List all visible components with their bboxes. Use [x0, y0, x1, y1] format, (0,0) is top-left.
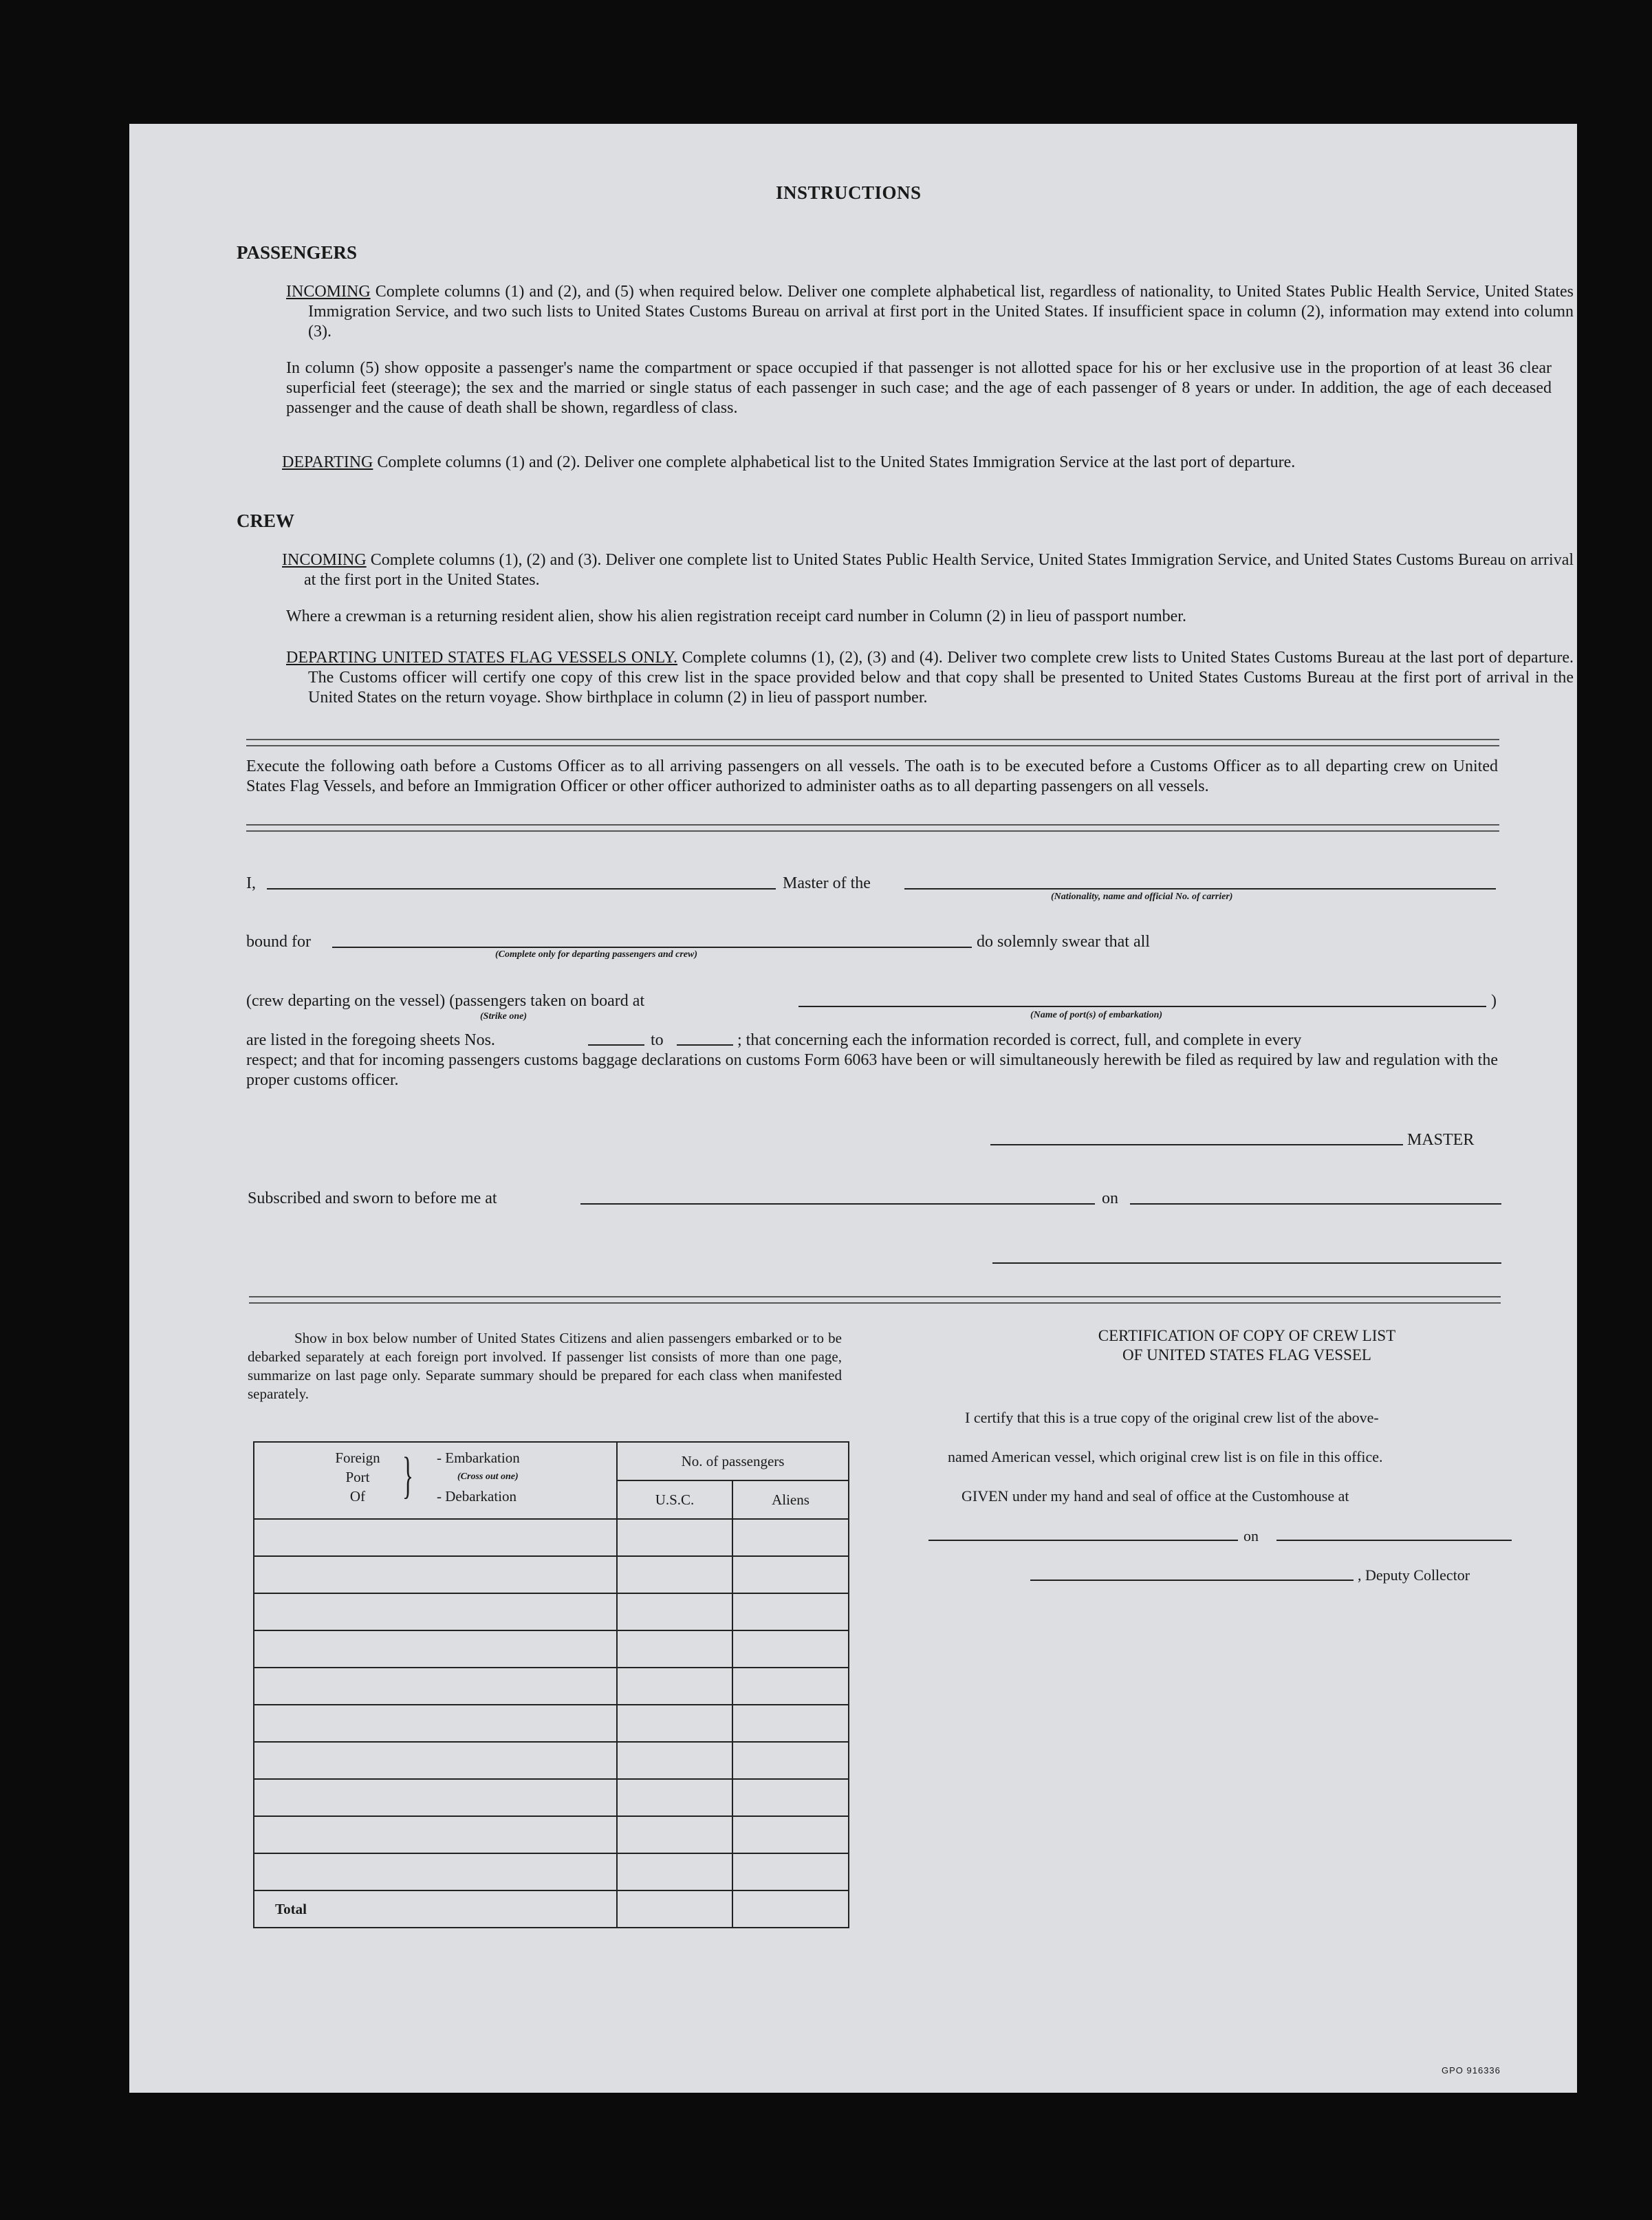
- total-label: Total: [254, 1890, 617, 1928]
- aliens-cell[interactable]: [732, 1853, 849, 1890]
- aliens-cell[interactable]: [732, 1668, 849, 1705]
- crew-departing-text: Complete columns (1), (2), (3) and (4). Deliver two complete crew lists to United States Customs Bureau at the last port of departure. The Customs officer will certify one copy of this crew list in the space provided below and that copy shall be presented to United States Customs Bureau at the first port of arrival in the United States on the return voyage. Show birthplace in column (2) in lieu of passport number.: [308, 649, 1574, 707]
- aliens-cell[interactable]: [732, 1742, 849, 1779]
- aliens-cell[interactable]: [732, 1593, 849, 1630]
- listed-prefix: are listed in the foregoing sheets Nos.: [246, 1031, 495, 1049]
- passengers-departing-paragraph: [282, 453, 1574, 473]
- usc-cell[interactable]: [617, 1779, 732, 1816]
- complete-caption: (Complete only for departing passengers and crew): [495, 949, 697, 960]
- header-port: Port: [345, 1469, 370, 1485]
- passengers-incoming-label: INCOMING: [286, 283, 371, 301]
- usc-cell[interactable]: [617, 1593, 732, 1630]
- port-cell[interactable]: [254, 1556, 617, 1593]
- aliens-cell[interactable]: [732, 1519, 849, 1556]
- subscribed-place-line[interactable]: [580, 1203, 1095, 1205]
- aliens-cell[interactable]: [732, 1816, 849, 1853]
- aliens-cell[interactable]: [732, 1705, 849, 1742]
- foreign-port-header: [254, 1442, 617, 1519]
- customhouse-line[interactable]: [928, 1540, 1238, 1541]
- header-embarkation: - Embarkation: [437, 1450, 520, 1466]
- listed-rest: ; that concerning each the information recorded is correct, full, and complete in every: [737, 1031, 1302, 1049]
- usc-cell[interactable]: [617, 1556, 732, 1593]
- table-row: [254, 1630, 849, 1668]
- crew-heading: CREW: [237, 510, 295, 531]
- passengers-heading: PASSENGERS: [237, 242, 358, 263]
- passengers-incoming-text: Complete columns (1) and (2), and (5) when required below. Deliver one complete alphabetical list, regardless of nationality, to United States Public Health Service, United States Immigration Service, and two such lists to United States Customs Bureau on arrival at first port in the United States. If insufficient space in column (2), information may extend into column (3).: [308, 283, 1574, 341]
- aliens-cell[interactable]: [732, 1556, 849, 1593]
- bound-for-label: bound for: [246, 933, 311, 951]
- ports-line[interactable]: [798, 1006, 1486, 1007]
- bound-for-line[interactable]: [332, 947, 972, 948]
- header-of: Of: [349, 1488, 366, 1505]
- usc-cell[interactable]: [617, 1519, 732, 1556]
- subscribed-on-label: on: [1102, 1189, 1118, 1207]
- total-row: [254, 1890, 849, 1928]
- crew-incoming-text: Complete columns (1), (2) and (3). Deliver one complete list to United States Public Health Service, United States Immigration Service, and United States Customs Bureau on arrival at the first port in the United States.: [304, 551, 1574, 589]
- aliens-header: Aliens: [732, 1480, 849, 1519]
- usc-header: U.S.C.: [617, 1480, 732, 1519]
- port-cell[interactable]: [254, 1816, 617, 1853]
- port-cell[interactable]: [254, 1705, 617, 1742]
- passengers-departing-text: Complete columns (1) and (2). Deliver one complete alphabetical list to the United States Immigration Service at the last port of departure.: [377, 453, 1296, 471]
- master-signature-line[interactable]: [990, 1144, 1403, 1145]
- carrier-line[interactable]: [904, 888, 1496, 890]
- sheet-from-line[interactable]: [588, 1044, 644, 1046]
- passengers-incoming-paragraph: [286, 282, 1574, 342]
- oath-i-label: I,: [246, 874, 256, 892]
- port-cell[interactable]: [254, 1742, 617, 1779]
- table-row: [254, 1779, 849, 1816]
- master-label: MASTER: [1407, 1131, 1475, 1149]
- usc-cell[interactable]: [617, 1630, 732, 1668]
- port-cell[interactable]: [254, 1668, 617, 1705]
- table-row: [254, 1853, 849, 1890]
- table-row: [254, 1705, 849, 1742]
- oath-intro: Execute the following oath before a Customs Officer as to all arriving passengers on all vessels. The oath is to be executed before a Customs Officer as to all departing crew on United States Flag Vessels, and before an Immigration Officer or other officer authorized to administer oaths as to all departing passengers on all vessels.: [246, 757, 1498, 795]
- port-cell[interactable]: [254, 1779, 617, 1816]
- certification-on-label: on: [1243, 1527, 1259, 1544]
- total-usc-cell[interactable]: [617, 1890, 732, 1928]
- table-row: [254, 1519, 849, 1556]
- master-name-line[interactable]: [267, 888, 776, 890]
- swear-text: do solemnly swear that all: [977, 933, 1150, 951]
- usc-cell[interactable]: [617, 1668, 732, 1705]
- total-aliens-cell[interactable]: [732, 1890, 849, 1928]
- ports-caption: (Name of port(s) of embarkation): [1030, 1010, 1163, 1020]
- divider-1: [246, 739, 1499, 746]
- crew-incoming-paragraph: [282, 550, 1574, 590]
- nationality-caption: (Nationality, name and official No. of carrier): [1051, 892, 1233, 902]
- usc-cell[interactable]: [617, 1742, 732, 1779]
- port-cell[interactable]: [254, 1519, 617, 1556]
- crew-departing-text: (crew departing on the vessel) (passengers taken on board at: [246, 992, 645, 1010]
- passengers-column5-paragraph: In column (5) show opposite a passenger's name the compartment or space occupied if that passenger is not allotted space for his or her exclusive use in the proportion of at least 36 clear superficial feet (steerage); the sex and the married or single status of each passenger in such case; and the age of each passenger of 8 years or under. In addition, the age of each deceased passenger and the cause of death shall be shown, regardless of class.: [286, 359, 1552, 417]
- table-row: [254, 1668, 849, 1705]
- crew-departing-paragraph: [286, 648, 1574, 708]
- crew-resident-paragraph: Where a crewman is a returning resident alien, show his alien registration receipt card number in Column (2) in lieu of passport number.: [286, 607, 1186, 625]
- passenger-summary-table: [253, 1441, 849, 1928]
- certification-date-line[interactable]: [1276, 1540, 1512, 1541]
- summary-instructions: Show in box below number of United States Citizens and alien passengers embarked or to be debarked separately at each foreign port involved. If passenger list consists of more than one page, summarize on last page only. Separate summary should be prepared for each class when manifested separately.: [248, 1330, 842, 1402]
- aliens-cell[interactable]: [732, 1630, 849, 1668]
- certify-line1: I certify that this is a true copy of the original crew list of the above-: [965, 1409, 1379, 1426]
- table-row: [254, 1556, 849, 1593]
- brace-icon: }: [402, 1447, 413, 1504]
- table-row: [254, 1593, 849, 1630]
- passengers-departing-label: DEPARTING: [282, 453, 373, 471]
- deputy-signature-line[interactable]: [1030, 1580, 1354, 1581]
- subscribed-text: Subscribed and sworn to before me at: [248, 1189, 497, 1207]
- usc-cell[interactable]: [617, 1705, 732, 1742]
- header-foreign: Foreign: [335, 1450, 380, 1466]
- master-of-the-label: Master of the: [783, 874, 871, 892]
- given-line: GIVEN under my hand and seal of office at the Customhouse at: [961, 1487, 1349, 1505]
- listed-continuation: respect; and that for incoming passengers customs baggage declarations on customs Form 6063 have been or will simultaneously herewith be filed as required by law and regulation with the proper customs officer.: [246, 1051, 1498, 1089]
- listed-to: to: [651, 1031, 664, 1049]
- table-row: [254, 1816, 849, 1853]
- header-debarkation: - Debarkation: [437, 1488, 517, 1505]
- usc-cell[interactable]: [617, 1853, 732, 1890]
- certification-heading-line2: OF UNITED STATES FLAG VESSEL: [1122, 1346, 1371, 1364]
- deputy-collector-label: , Deputy Collector: [1358, 1566, 1470, 1584]
- gpo-number: GPO 916336: [1442, 2065, 1501, 2076]
- officer-signature-line[interactable]: [992, 1262, 1501, 1264]
- header-cross-out: (Cross out one): [457, 1472, 519, 1482]
- form-sheet: [129, 124, 1577, 2093]
- crew-incoming-label: INCOMING: [282, 551, 367, 569]
- port-cell[interactable]: [254, 1630, 617, 1668]
- certification-heading: [1006, 1326, 1488, 1365]
- usc-cell[interactable]: [617, 1816, 732, 1853]
- no-passengers-header: No. of passengers: [617, 1442, 849, 1480]
- page-title: INSTRUCTIONS: [776, 182, 922, 203]
- close-paren: ): [1491, 992, 1497, 1010]
- port-cell[interactable]: [254, 1853, 617, 1890]
- strike-caption: (Strike one): [480, 1011, 528, 1022]
- sheet-to-line[interactable]: [677, 1044, 733, 1046]
- certify-line2: named American vessel, which original crew list is on file in this office.: [948, 1448, 1383, 1465]
- aliens-cell[interactable]: [732, 1779, 849, 1816]
- certification-heading-line1: CERTIFICATION OF COPY OF CREW LIST: [1098, 1327, 1396, 1344]
- table-row: [254, 1742, 849, 1779]
- crew-departing-label: DEPARTING UNITED STATES FLAG VESSELS ONLY.: [286, 649, 678, 667]
- divider-3: [249, 1296, 1501, 1304]
- subscribed-date-line[interactable]: [1130, 1203, 1501, 1205]
- port-cell[interactable]: [254, 1593, 617, 1630]
- divider-2: [246, 824, 1499, 832]
